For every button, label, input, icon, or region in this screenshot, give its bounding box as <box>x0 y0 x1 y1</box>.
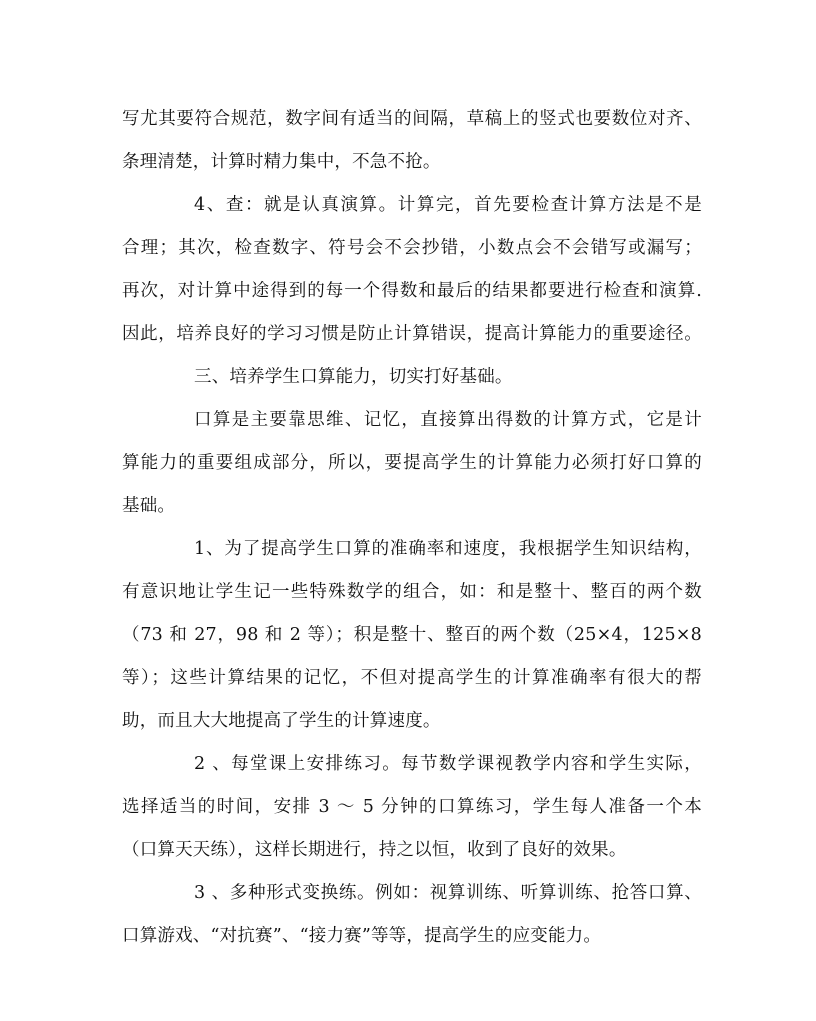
text-line: （73 和 27，98 和 2 等）；积是整十、整百的两个数（25×4，125×8 <box>122 625 702 645</box>
text-line: 基础。 <box>122 496 176 516</box>
text-line: 合理；其次，检查数字、符号会不会抄错，小数点会不会错写或漏写； <box>122 238 702 258</box>
text-line: 3 、多种形式变换练。例如：视算训练、听算训练、抢答口算、 <box>194 883 702 903</box>
text-line: 1、为了提高学生口算的准确率和速度，我根据学生知识结构， <box>194 539 702 559</box>
text-line: 2 、每堂课上安排练习。每节数学课视教学内容和学生实际， <box>194 754 702 774</box>
text-line: 选择适当的时间，安排 3 ～ 5 分钟的口算练习，学生每人准备一个本 <box>122 797 702 817</box>
text-line: 口算游戏、“对抗赛”、“接力赛”等等，提高学生的应变能力。 <box>122 926 602 946</box>
text-line: 有意识地让学生记一些特殊数学的组合，如：和是整十、整百的两个数 <box>122 582 702 602</box>
section-heading: 三、培养学生口算能力，切实打好基础。 <box>194 367 513 387</box>
text-line: 助，而且大大地提高了学生的计算速度。 <box>122 711 441 731</box>
text-line: 再次，对计算中途得到的每一个得数和最后的结果都要进行检查和演算. <box>122 281 702 301</box>
text-line: 等）；这些计算结果的记忆，不但对提高学生的计算准确率有很大的帮 <box>122 668 702 688</box>
text-line: 因此，培养良好的学习习惯是防止计算错误，提高计算能力的重要途径。 <box>122 324 702 344</box>
text-line: 4、查：就是认真演算。计算完，首先要检查计算方法是不是 <box>194 195 702 215</box>
text-line: 写尤其要符合规范，数字间有适当的间隔，草稿上的竖式也要数位对齐、 <box>122 109 702 129</box>
text-line: 条理清楚，计算时精力集中，不急不抢。 <box>122 152 441 172</box>
text-line: 算能力的重要组成部分，所以，要提高学生的计算能力必须打好口算的 <box>122 453 702 473</box>
text-line: 口算是主要靠思维、记忆，直接算出得数的计算方式，它是计 <box>194 410 702 430</box>
text-line: （口算天天练），这样长期进行，持之以恒，收到了良好的效果。 <box>122 840 627 860</box>
